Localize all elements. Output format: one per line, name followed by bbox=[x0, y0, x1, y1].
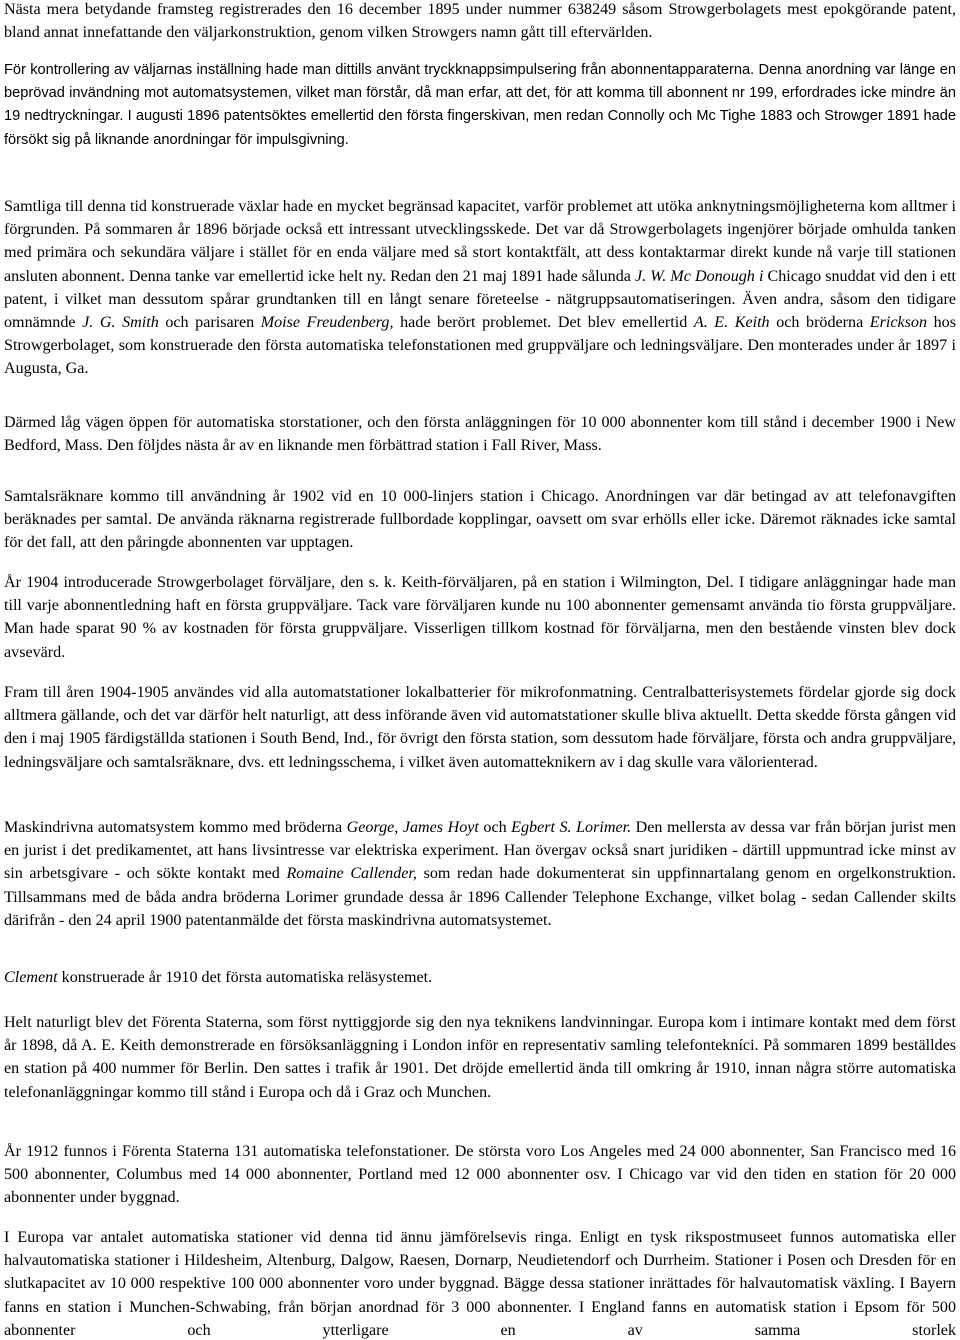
body-text: och bröderna bbox=[769, 314, 870, 332]
italic-name-text: Egbert S. Lorimer. bbox=[511, 819, 632, 836]
paragraph-12 bbox=[4, 1226, 956, 1340]
paragraph-6 bbox=[4, 571, 956, 664]
italic-name-text: J. G. Smith bbox=[82, 314, 159, 332]
body-text: Därmed låg vägen öppen för automatiska storstationer, och den första anläggningen för 10 000 abonnenter kom till stånd i december 1900 i New Bedford, Mass. Den följdes nästa år av en liknande men förbättrad station i Fall River, Mass. bbox=[4, 414, 956, 455]
italic-name-text: Erickson bbox=[869, 314, 928, 332]
paragraph-7 bbox=[4, 681, 956, 774]
body-text: hade berört problemet. Det blev emellertid bbox=[393, 314, 694, 332]
italic-name-text: Moise Freudenberg, bbox=[260, 314, 394, 332]
body-text: Maskindrivna automatsystem kommo med bröderna bbox=[4, 819, 347, 836]
body-text: Nästa mera betydande framsteg registrerades den 16 december 1895 under nummer 638249 såsom Strowgerbolagets mest epokgörande patent, bland annat innefattande den väljarkonstruktion, genom vilken Strowgers namn gått till eftervärlden. bbox=[4, 1, 956, 42]
body-text: Fram till åren 1904-1905 användes vid alla automatstationer lokalbatterier för mikrofonmatning. Centralbatterisystemets fördelar gjorde sig dock alltmera gällande, och det var därför helt naturligt, att dess införande även vid automatstationer skulle bliva aktuellt. Detta skedde första gången vid den i maj 1905 färdigställda stationen i South Bend, Ind., för övrigt den första station, som dessutom hade förväljare, första och andra gruppväljare, ledningsväljare och samtalsräknare, dvs. ett ledningsschema, i vilket även automatteknikern av i dag skulle vara välorienterad. bbox=[4, 684, 956, 771]
paragraph-9 bbox=[4, 966, 956, 989]
body-text: konstruerade år 1910 det första automatiska reläsystemet. bbox=[57, 969, 433, 986]
paragraph-4 bbox=[4, 411, 956, 457]
italic-name-text: A. E. Keith bbox=[693, 314, 770, 332]
body-text: hos Strowgerbolaget, som konstruerade den första automatiska telefonstationen med gruppväljare och ledningsväljare. Den monterades under år 1897 i Augusta, Ga. bbox=[4, 314, 956, 378]
paragraph-1 bbox=[4, 0, 956, 44]
body-text: Helt naturligt blev det Förenta Staterna, som först nyttiggjorde sig den nya teknikens landvinningar. Europa kom i intimare kontakt med dem först år 1898, då A. E. Keith demonstrerade en försöksanläggning i London inför en representativ samling telefontekníci. På sommaren 1899 beställdes en station på 400 nummer för Berlin. Den sattes i trafik år 1901. Det dröjde emellertid ända till omkring år 1910, innan några större automatiska telefonanläggningar kommo till stånd i Europa och då i Graz och Munchen. bbox=[4, 1014, 956, 1101]
body-text: För kontrollering av väljarnas inställning hade man dittills använt tryckknappsimpulsering från abonnentapparaterna. Denna anordning var länge en beprövad invändning mot automatsystemen, vilket man förstår, då man erfar, att det, för att komma till abonnent nr 199, erfordrades icke mindre än 19 nedtryckningar. bbox=[4, 62, 956, 125]
paragraph-2 bbox=[4, 59, 956, 152]
body-text: År 1912 funnos i Förenta Staterna 131 automatiska telefonstationer. De största voro Los Angeles med 24 000 abonnenter, San Francisco med 16 500 abonnenter, Columbus med 14 000 abonnenter, Portland med 12 000 abonnenter osv. I Chicago var vid den tiden en station för 20 000 abonnenter under byggnad. bbox=[4, 1143, 956, 1207]
paragraph-10 bbox=[4, 1011, 956, 1104]
body-text: I augusti 1896 patentsöktes emellertid den första fingerskivan, men redan Connolly och Mc Tighe 1883 och Strowger 1891 hade försökt sig på liknande anordningar för impulsgivning. bbox=[4, 108, 956, 148]
italic-name-text: J. W. Mc Donough i bbox=[635, 267, 764, 285]
body-text: Samtalsräknare kommo till användning år 1902 vid en 10 000-linjers station i Chicago. Anordningen var där betingad av att telefonavgiften beräknades per samtal. De använda räknarna registrerade fullbordade kopplingar, oavsett om svar erhölls eller icke. Däremot räknades icke samtal för det fall, att den påringde abonnenten var upptagen. bbox=[4, 488, 956, 552]
body-text: som redan hade dokumenterat sin uppfinnartalang genom en orgelkonstruktion. Tillsammans med de båda andra bröderna Lorimer grundade dessa år 1896 Callender Telephone Exchange, vilket bolag - sedan Callender skilts därifrån - den 24 april 1900 patentanmälde det första maskindrivna automatsystemet. bbox=[4, 865, 956, 929]
paragraph-8 bbox=[4, 816, 956, 932]
paragraph-11 bbox=[4, 1140, 956, 1210]
body-text: År 1904 introducerade Strowgerbolaget förväljare, den s. k. Keith-förväljaren, på en station i Wilmington, Del. I tidigare anläggningar hade man till varje abonnentledning haft en första gruppväljare. Tack vare förväljaren kunde nu 100 abonnenter gemensamt använda tio första gruppväljare. Man hade sparat 90 % av kostnaden för första gruppväljare. Visserligen tillkom kostnad för förväljarna, men den bestående vinsten blev dock avsevärd. bbox=[4, 574, 956, 661]
italic-name-text: George, James Hoyt bbox=[346, 819, 479, 836]
body-text: och bbox=[478, 819, 512, 836]
paragraph-5 bbox=[4, 485, 956, 555]
body-text: Chicago snuddat vid den i ett patent, i vilket man dessutom spårar grundtanken till en långt senare företeelse - nätgruppsautomatiseringen. Även andra, såsom den tidigare omnämnde bbox=[4, 267, 957, 332]
italic-name-text: Romaine Callender, bbox=[286, 865, 417, 883]
body-text: Den mellersta av dessa var från början jurist men en jurist i det predikamentet, att hans livsintresse var elektriska experiment. Han övergav också snart juridiken - därtill uppmuntrad icke minst av sin arbetsgivare - och sökte kontakt med bbox=[4, 819, 957, 883]
body-text: Samtliga till denna tid konstruerade växlar hade en mycket begränsad kapacitet, varför problemet att utöka anknytningsmöjligheterna kom alltmer i förgrunden. På sommaren år 1896 började också ett intressant utvecklingsskede. Det var då Strowgerbolagets ingenjörer började omhulda tanken med primära och sekundära väljare i stället för en enda väljare med så stort kontaktfält, att dess kontaktarmar direkt kunde nå varje till stationen ansluten abonnent. Denna tanke var emellertid icke helt ny. Redan den 21 maj 1891 hade sålunda bbox=[4, 198, 956, 285]
body-text: I Europa var antalet automatiska stationer vid denna tid ännu jämförelsevis ringa. Enligt en tysk rikspostmuseet funnos automatiska eller halvautomatiska stationer i Hildesheim, Altenburg, Dalgow, Raesen, Dornarp, Neudietendorf och Durrheim. Stationer i Posen och Dresden för en slutkapacitet av 10 000 respektive 100 000 abonnenter voro under byggnad. Bägge dessa stationer inrättades för halvautomatisk växling. I Bayern fanns en station i Munchen-Schwabing, från början anordnad för 3 000 abonnenter. I England fanns en automatisk station i Epsom för 500 abonnenter och ytterligare en av samma storlek bbox=[4, 1229, 956, 1339]
italic-name-text: Clement bbox=[4, 969, 58, 986]
body-text: och parisaren bbox=[158, 314, 261, 332]
paragraph-3 bbox=[4, 195, 956, 381]
